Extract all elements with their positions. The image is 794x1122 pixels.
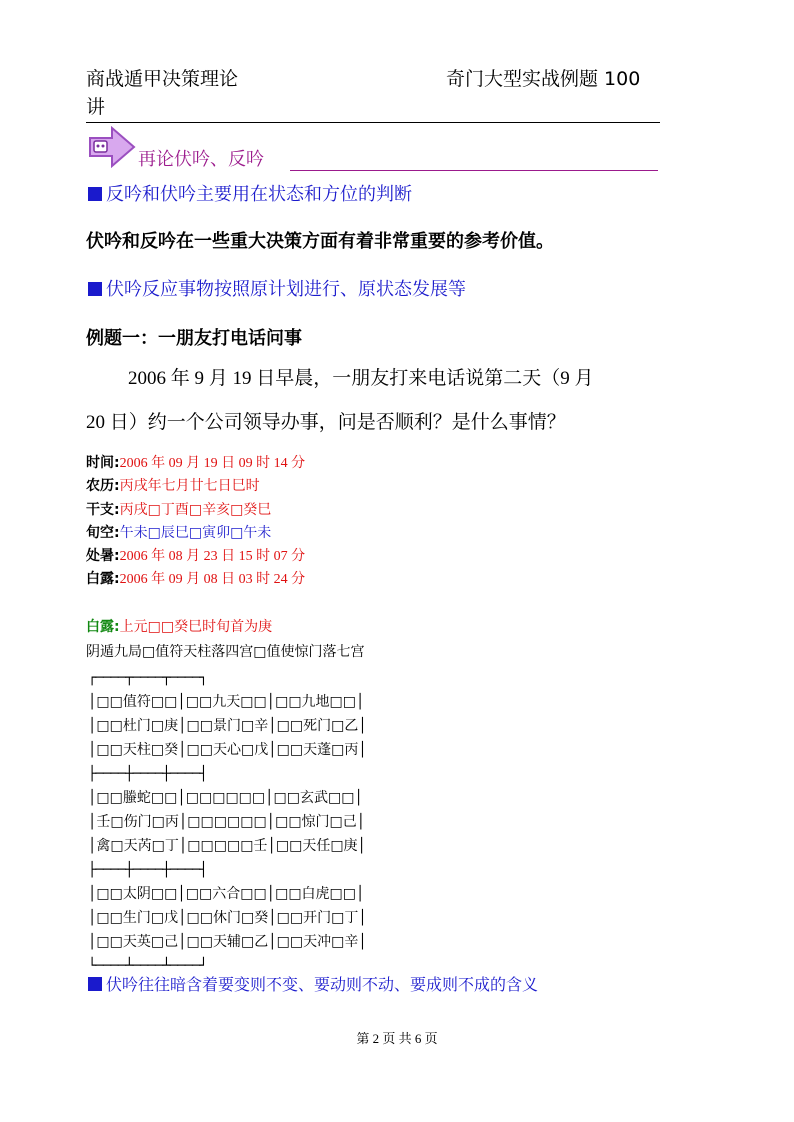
info-label: 旬空: [86,525,120,541]
square-bullet-icon [88,282,102,296]
info-value: 午未□辰巳□寅卯□午未 [119,525,272,541]
bullet-text: 伏吟往往暗含着要变则不变、要动则不动、要成则不成的含义 [106,975,539,994]
grid-row: │□□生门□戊│□□休门□癸│□□开门□丁│ [88,910,367,926]
info-value: 2006 年 09 月 08 日 03 时 24 分 [119,572,306,587]
info-row-bailu [86,568,305,591]
chart-ju-line: 阴遁九局□值符天柱落四宫□值使惊门落七宫 [86,644,365,660]
header-left-title-wrap: 讲 [86,96,106,118]
arrow-icon [88,126,136,172]
grid-row: │□□杜门□庚│□□景门□辛│□□死门□乙│ [88,718,367,734]
info-row-lunar [86,475,260,498]
bullet-point [88,276,466,304]
section-title: 再论伏吟、反吟 [138,149,264,170]
grid-row: │□□值符□□│□□九天□□│□□九地□□│ [88,694,365,710]
square-bullet-icon [88,187,102,201]
info-value: 丙戌□丁酉□辛亥□癸巳 [119,502,272,518]
grid-row: │壬□伤门□丙│□□□□□□│□□惊门□己│ [88,814,366,830]
example-text-line: 2006 年 9 月 19 日早晨，一朋友打来电话说第二天（9 月 [128,368,594,389]
info-label: 农历: [86,478,120,494]
info-row-time [86,452,305,475]
bullet-text: 反吟和伏吟主要用在状态和方位的判断 [106,184,412,205]
grid-row: │□□太阴□□│□□六合□□│□□白虎□□│ [88,886,365,902]
info-label: 时间: [86,455,120,471]
square-bullet-icon [88,977,102,991]
grid-border-bottom: └────┴────┴────┘ [88,958,207,974]
paragraph: 伏吟和反吟在一些重大决策方面有着非常重要的参考价值。 [86,231,554,252]
bullet-text: 伏吟反应事物按照原计划进行、原状态发展等 [106,279,466,300]
bullet-point [88,181,412,209]
info-label: 干支: [86,502,120,518]
section-title-underline [290,170,658,171]
page-number: 第 2 页 共 6 页 [356,1031,438,1046]
grid-border-mid: ├────┼────┼────┤ [88,862,207,878]
header-left-title: 商战遁甲决策理论 [86,68,239,90]
grid-row: │□□螣蛇□□│□□□□□□│□□玄武□□│ [88,790,363,806]
example-text-line: 20 日）约一个公司领导办事，问是否顺利？是什么事情？ [86,412,566,433]
grid-row: │禽□天芮□丁│□□□□□壬│□□天任□庚│ [88,838,366,854]
bullet-point [88,972,538,998]
header-right-title: 奇门大型实战例题 100 [446,68,641,90]
chart-yuan-label: 白露: [86,619,120,635]
info-label: 处暑: [86,548,120,564]
header-divider [86,122,660,123]
info-row-ganzhi [86,499,271,522]
info-label: 白露: [86,571,120,587]
grid-border-top: ┌────┬────┬────┐ [88,670,207,686]
info-value: 丙戌年七月廿七日巳时 [119,478,260,494]
info-row-xunkong [86,522,271,545]
example-title: 例题一：一朋友打电话问事 [86,328,302,349]
grid-row: │□□天柱□癸│□□天心□戊│□□天蓬□丙│ [88,742,367,758]
chart-yuan-value: 上元□□癸巳时旬首为庚 [119,619,273,635]
grid-border-mid: ├────┼────┼────┤ [88,766,207,782]
chart-yuan-line [86,616,272,639]
info-value: 2006 年 09 月 19 日 09 时 14 分 [119,456,306,471]
info-value: 2006 年 08 月 23 日 15 时 07 分 [119,549,306,564]
grid-row: │□□天英□己│□□天辅□乙│□□天冲□辛│ [88,934,367,950]
palace-grid [88,666,367,978]
info-row-chushu [86,545,305,568]
